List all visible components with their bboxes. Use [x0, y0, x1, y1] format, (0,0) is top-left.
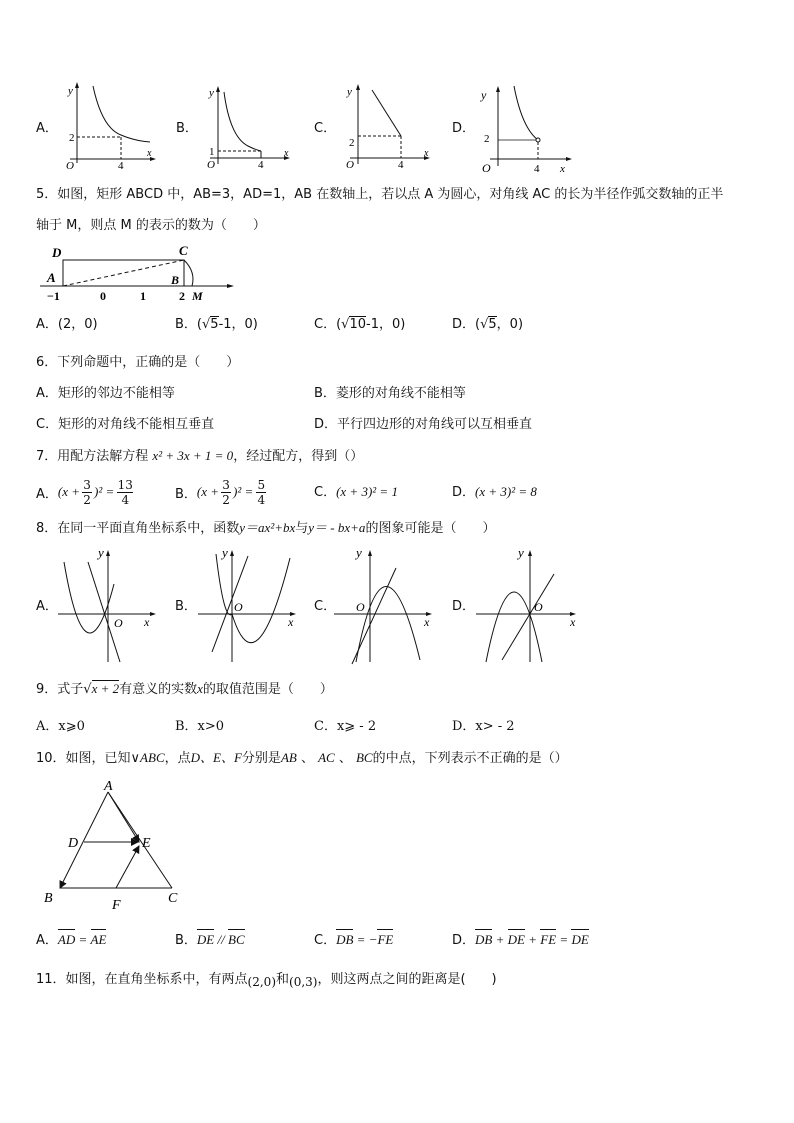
q4c-x-value: 4 [398, 159, 404, 170]
q10-option-b: B．DE // BC [175, 932, 245, 948]
q5-tick-2: 2 [179, 289, 185, 303]
q5-option-c: C．(√10-1，0) [314, 317, 406, 332]
q6-option-c: C．矩形的对角线不能相互垂直 [36, 417, 215, 432]
q9-stem: 9．式子√x + 2有意义的实数x的取值范围是（ ） [36, 681, 333, 697]
q4-option-a-label: A． [36, 121, 58, 136]
q8-option-d-label: D． [452, 599, 476, 614]
q4-option-d-label: D． [452, 121, 476, 136]
q10-triangle-figure [40, 776, 190, 916]
q4-graph-c [338, 80, 438, 170]
q6-option-b: B．菱形的对角线不能相等 [314, 386, 466, 401]
q4a-x-value: 4 [118, 160, 124, 170]
q10-label-c: C [168, 891, 178, 906]
q8-option-c-label: C． [314, 599, 337, 614]
q5-option-d: D．(√5，0) [452, 317, 524, 332]
q10-label-a: A [104, 779, 113, 794]
q6-stem: 6．下列命题中，正确的是（ ） [36, 355, 240, 370]
q4c-y-label: y [347, 86, 352, 98]
q8-stem: 8．在同一平面直角坐标系中，函数y＝ax²+bx与y＝ - bx+a的图象可能是（ ） [36, 520, 496, 536]
q7-stem: 7．用配方法解方程 x² + 3x + 1 = 0，经过配方，得到（） [36, 448, 364, 464]
q7-option-c: C．(x + 3)² = 1 [314, 484, 398, 500]
q4-graph-a [60, 78, 160, 170]
q4b-y-value: 1 [209, 146, 215, 158]
q4b-x-label: x [284, 148, 289, 159]
q7-option-a: A． (x + 3 2 )² = 13 4 [36, 477, 133, 507]
q8c-x-label: x [424, 615, 430, 629]
q8-option-b-label: B． [175, 599, 197, 614]
q9-radicand: x + 2 [91, 681, 120, 696]
q4b-x-value: 4 [258, 159, 264, 170]
q6-option-a: A．矩形的邻边不能相等 [36, 386, 175, 401]
q4d-y-value: 2 [484, 133, 490, 145]
q9-option-c: C．x⩾ - 2 [314, 719, 377, 734]
q10-label-b: B [44, 891, 53, 906]
q8a-x-label: x [144, 615, 150, 629]
q5-tick-1: 1 [140, 289, 146, 303]
q4c-origin: O [346, 159, 354, 170]
q4d-x-value: 4 [534, 163, 540, 172]
q10-label-f: F [112, 898, 121, 913]
q5-option-b: B．(√5-1，0) [175, 317, 258, 332]
q8d-x-label: x [570, 615, 576, 629]
q5-label-a: A [47, 270, 56, 285]
q11-stem: 11．如图，在直角坐标系中，有两点(2,0)和(0,3)，则这两点之间的距离是( ) [36, 972, 497, 989]
q6-option-d: D．平行四边形的对角线可以互相垂直 [314, 417, 533, 432]
q10-option-c: C．DB = −FE [314, 932, 394, 948]
q5-tick-0: 0 [100, 289, 106, 303]
q8c-y-label: y [356, 545, 362, 560]
q5-tick-neg1: −1 [47, 289, 60, 303]
q8a-y-label: y [98, 545, 104, 560]
q4a-origin: O [66, 160, 74, 170]
q8a-origin: O [114, 616, 123, 630]
q5-label-d: D [52, 245, 62, 260]
q4-option-b-label: B． [176, 121, 198, 136]
q8-graph-b [198, 542, 304, 666]
q10-stem: 10．如图，已知∨ABC，点D、E、F分别是AB 、 AC 、 BC的中点，下列表示不正确的是（） [36, 750, 568, 766]
q5-number-line-figure [36, 242, 246, 306]
q10-label-e: E [142, 836, 151, 851]
q5-option-a: A．(2，0) [36, 317, 98, 332]
q8-graph-c [334, 542, 438, 666]
q4a-y-value: 2 [69, 132, 75, 144]
q4-graph-b [198, 82, 298, 170]
q8d-y-label: y [518, 545, 524, 560]
q4c-x-label: x [424, 148, 429, 159]
q9-option-d: D．x> - 2 [452, 719, 515, 734]
q4b-y-label: y [209, 87, 214, 99]
q5-label-b: B [171, 273, 180, 287]
q8b-x-label: x [288, 615, 294, 629]
q7-option-b: B． (x + 3 2 )² = 5 4 [175, 477, 266, 507]
q8-graph-a [58, 542, 162, 666]
q4b-origin: O [207, 159, 215, 170]
q10-label-d: D [68, 836, 79, 851]
q5-label-c: C [179, 243, 188, 258]
q10-option-a: A．AD = AE [36, 932, 107, 948]
q9-option-a: A．x⩾0 [36, 719, 85, 734]
q4c-y-value: 2 [349, 137, 355, 149]
q4d-origin: O [482, 161, 491, 172]
q8-graph-d [476, 542, 582, 666]
q4-graph-d [476, 80, 576, 172]
q5-stem-line1: 5．如图，矩形 ABCD 中，AB=3，AD=1，AB 在数轴上，若以点 A 为圆心，对角线 AC 的长为半径作弧交数轴的正半 [36, 187, 724, 202]
q7-equation: x² + 3x + 1 = 0 [152, 448, 234, 463]
q8b-y-label: y [222, 545, 228, 560]
q8c-origin: O [356, 600, 365, 614]
q8b-origin: O [234, 600, 243, 614]
q5-label-m: M [192, 289, 203, 303]
q9-option-b: B．x>0 [175, 719, 225, 734]
q4d-x-label: x [560, 163, 565, 172]
q4d-y-label: y [481, 88, 487, 102]
q4-option-c-label: C． [314, 121, 337, 136]
q10-option-d: D．DB + DE + FE = DE [452, 932, 589, 948]
q5-stem-line2: 轴于 M，则点 M 的表示的数为（ ） [36, 218, 266, 233]
q4a-x-label: x [147, 148, 152, 159]
q4a-y-label: y [68, 85, 73, 97]
q7-option-d: D．(x + 3)² = 8 [452, 484, 537, 500]
q8d-origin: O [534, 600, 543, 614]
q8-option-a-label: A． [36, 599, 58, 614]
